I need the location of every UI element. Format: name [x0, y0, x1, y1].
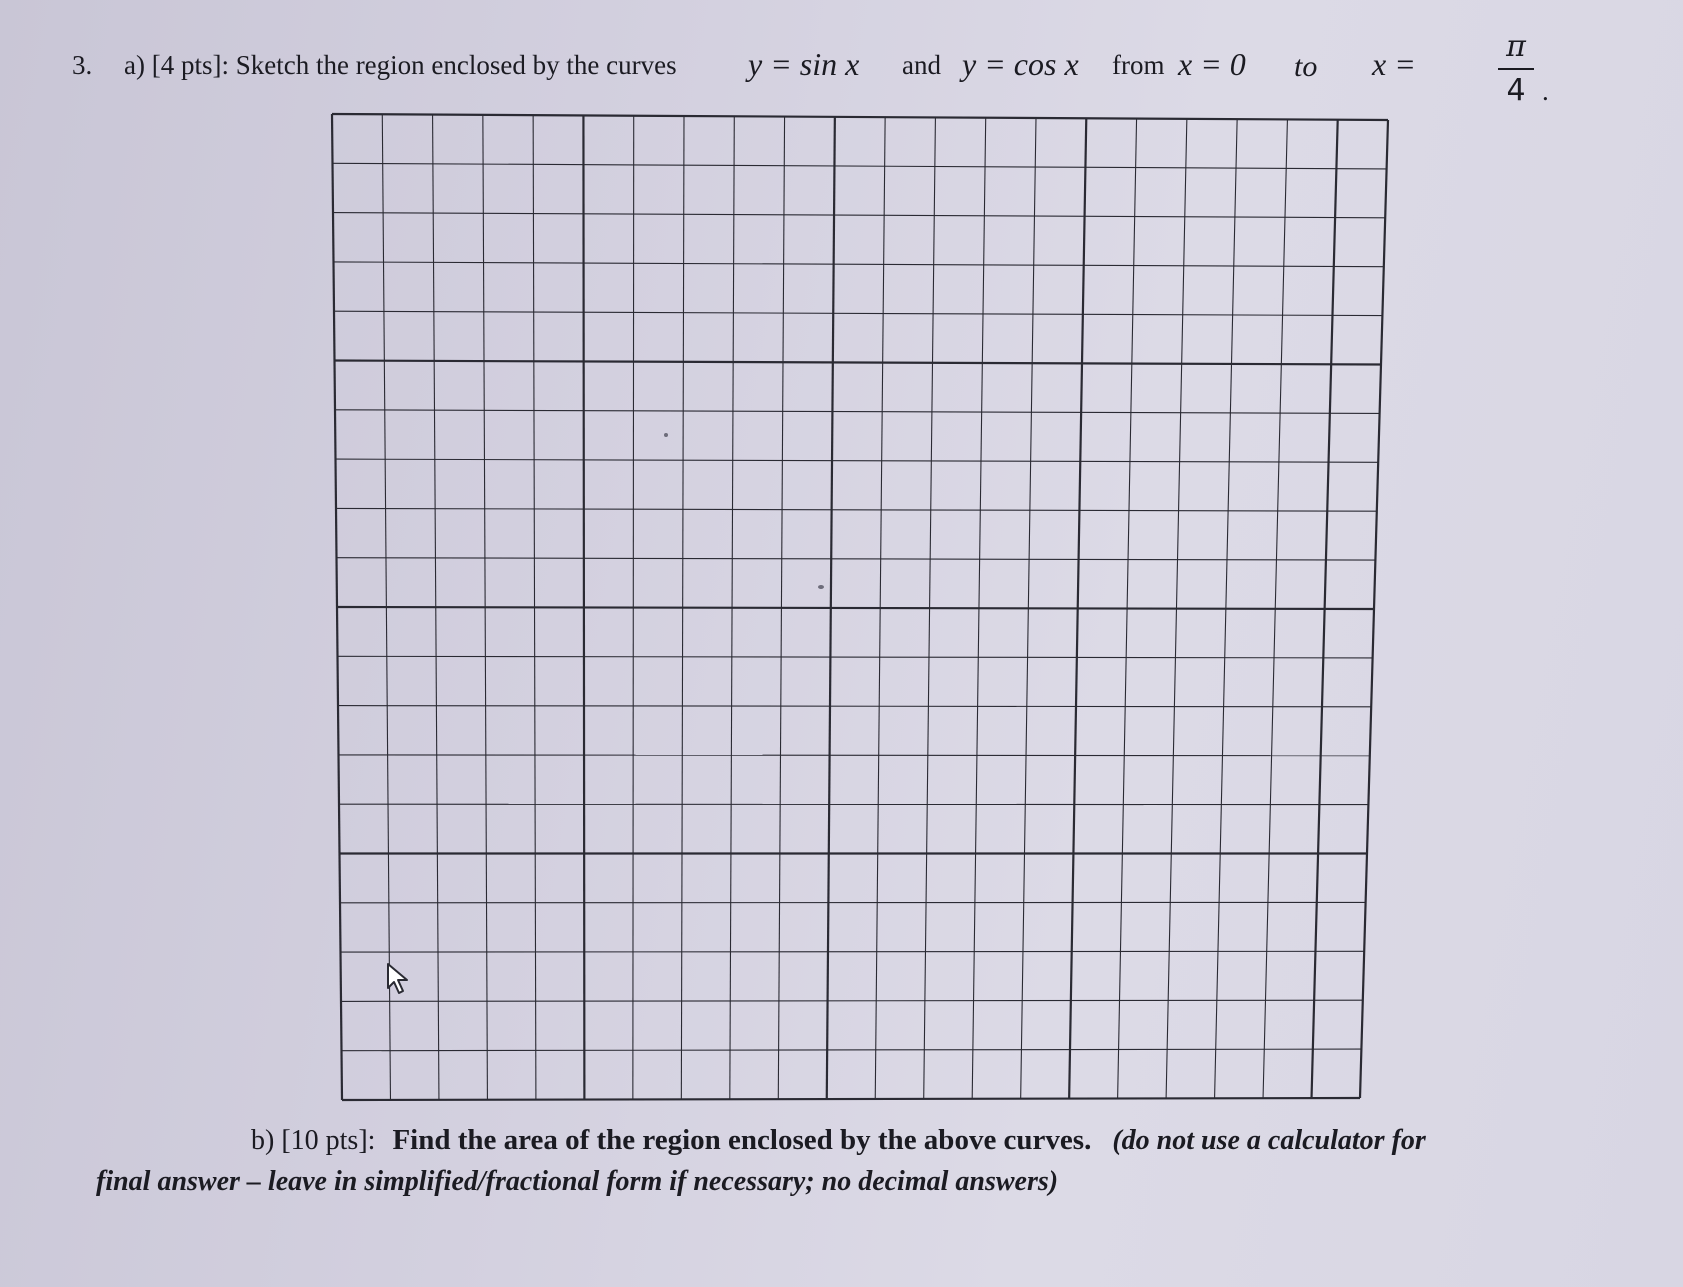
x-end-prefix-text: x = [1372, 46, 1416, 82]
grid-horizontal-line [341, 1000, 1363, 1001]
pi-over-four-fraction [1496, 28, 1536, 110]
curve-sin-expression [748, 46, 859, 83]
and-word: and [902, 50, 941, 80]
x-start-text: x = 0 [1178, 46, 1246, 82]
grid-horizontal-line [338, 706, 1371, 707]
fraction-numerator: π [1506, 29, 1526, 64]
grid-horizontal-line [333, 213, 1385, 218]
grid-horizontal-line [342, 1049, 1362, 1051]
grid-horizontal-line [334, 262, 1384, 267]
curve-cos-expression [962, 46, 1079, 83]
grid-canvas[interactable] [330, 112, 1390, 1102]
grid-horizontal-line [335, 361, 1382, 365]
x-start-expression [1178, 46, 1246, 83]
grid-horizontal-line [336, 508, 1377, 511]
curve-cos-text: y = cos x [962, 46, 1079, 82]
grid-horizontal-line [338, 656, 1373, 658]
grid-horizontal-line [342, 1098, 1360, 1100]
mouse-pointer-icon [384, 962, 414, 1001]
grid-horizontal-line [335, 410, 1380, 414]
from-word: from [1112, 50, 1165, 80]
problem-number: 3. [72, 50, 93, 80]
problem-a-label: a) [4 pts]: Sketch the region enclosed by the curves [124, 50, 677, 80]
grid-horizontal-line [337, 607, 1374, 609]
problem-b-label: b) [10 pts]: [251, 1125, 376, 1156]
sketch-grid[interactable] [330, 112, 1390, 1102]
paper-speck [664, 433, 668, 437]
fraction-denominator: 4 [1506, 73, 1526, 108]
fraction-bar [1498, 68, 1534, 70]
problem-b-line-2: final answer – leave in simplified/fractional form if necessary; no decimal answers) [96, 1166, 1059, 1197]
problem-b-note-start: (do not use a calculator for [1112, 1125, 1426, 1156]
problem-b-instruction: Find the area of the region enclosed by the above curves. [392, 1124, 1092, 1156]
to-word: to [1294, 50, 1318, 83]
problem-a-header [72, 29, 1549, 120]
grid-horizontal-line [332, 114, 1388, 120]
grid-horizontal-line [333, 163, 1387, 169]
curve-sin-text: y = sin x [748, 46, 860, 82]
grid-horizontal-line [339, 755, 1370, 756]
problem-b-line-1 [251, 1124, 1426, 1157]
grid-horizontal-line [336, 459, 1379, 462]
grid-horizontal-line [341, 951, 1365, 952]
grid-horizontal-line [334, 311, 1382, 315]
grid-horizontal-line [337, 558, 1376, 560]
paper-speck [818, 585, 824, 589]
x-end-prefix [1372, 46, 1416, 83]
sentence-period: . [1542, 76, 1549, 106]
